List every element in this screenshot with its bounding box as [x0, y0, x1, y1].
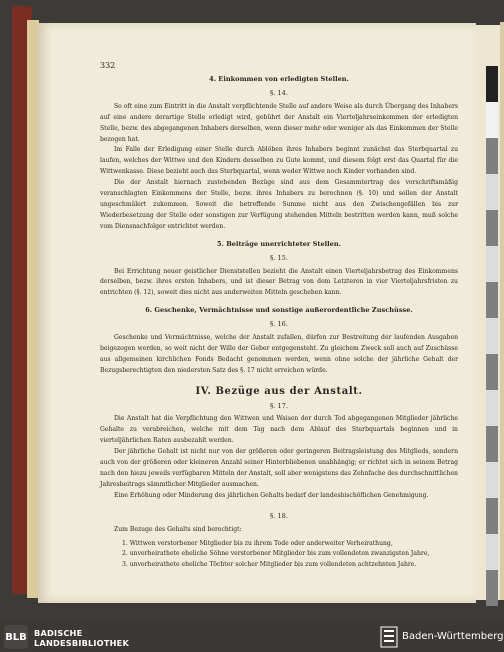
section-heading: 5. Beiträge unerrichteter Stellen. — [217, 239, 341, 248]
section-heading: 4. Einkommen von erledigten Stellen. — [209, 75, 349, 83]
text-paragraph: Die Anstalt hat die Verpflichtung den Wittwen und Waisen der durch Tod abgegangenen Mitglieder jährliche Gehalte zu verabreichen, welche mit dem Tag nach dem Ablauf des Sterbquartals beginnen und in vierteljährlichen Raten ausbezahlt werden. — [100, 415, 458, 445]
paragraph-number: §. 14. — [270, 88, 288, 97]
text-paragraph: Bei Errichtung neuer geistlicher Dienststellen bezieht die Anstalt einen Vierteljahrsbetrag des Einkommens derselben, bezw. ihres ersten Inhabers, und ist dieser Betrag von dem Letzteren in vier Vierteljahrsfristen zu entrichten (§. 12), soweit dies nicht aus anderweiten Mitteln geschehen kann. — [100, 267, 458, 297]
paragraph-number: §. 17. — [270, 401, 288, 410]
text-paragraph: Eine Erhöhung oder Minderung des jährlichen Gehalts bedarf der landesbischöflichen Genehmigung. — [114, 491, 429, 499]
page-text — [100, 62, 458, 571]
library-name[interactable]: BADISCHE LANDESBIBLIOTHEK — [34, 628, 130, 648]
text-paragraph: Geschenke und Vermächtnisse, welche der Anstalt zufallen, dürfen zur Bestreitung der laufenden Ausgaben beigezogen werden, so weit nicht der Wille der Geber entgegensteht. Zu gleichem Zweck soll auch auf Zuschüsse aus allgemeinen kirchlichen Fonds Bedacht genommen werden, wenn ohne solche der jährliche Gehalt der Bezugsberechtigten den niedersten Satz des §. 17 nicht erreichen würde. — [100, 334, 458, 374]
text-paragraph: So oft eine zum Eintritt in die Anstalt verpflichtende Stelle auf andere Weise als durch Übergang des Inhabers auf eine andere derartige Stelle erledigt wird, gebührt der Anstalt ein Vierteljahrseinkommen der erledigten Stelle, bezw. des abgegangenen Inhabers derselben, wenn dieser mehr oder weniger als das Einkommen der Stelle bezogen hat. — [100, 102, 458, 143]
page-number: 332 — [100, 61, 116, 70]
blb-logo[interactable]: BLB — [4, 625, 28, 649]
viewer-footer — [0, 621, 504, 652]
paragraph-number: §. 18. — [270, 511, 288, 520]
state-name[interactable]: Baden-Württemberg — [402, 631, 504, 642]
paragraph-number: §. 15. — [270, 253, 288, 262]
list-lead: Zum Bezuge des Gehalts sind berechtigt: — [114, 525, 242, 533]
text-paragraph: Der jährliche Gehalt ist nicht nur von der größeren oder geringeren Beitragsleistung des Mitglieds, sondern auch von der größeren oder kleineren Anzahl seiner Hinterbliebenen unabhängig; er richtet sich in seinem Betrag nach den hiezu jeweils verfügbaren Mitteln der Anstalt, soll aber wenigstens das Zehnfache des durchschnittlichen Jahresbeitrags sämmtlicher Mitglieder ausmachen. — [100, 448, 458, 488]
paragraph-number: §. 16. — [270, 320, 288, 329]
lion-crest-icon — [380, 626, 398, 648]
list-item: 1. Wittwen verstorbener Mitglieder bis zu ihrem Tode oder anderweiter Verheirathung, — [122, 539, 393, 547]
list-item: 2. unverheirathete eheliche Söhne verstorbener Mitglieder bis zum vollendeten zwanzigsten Jahre, — [122, 550, 430, 558]
section-heading: 6. Geschenke, Vermächtnisse und sonstige außerordentliche Zuschüsse. — [145, 306, 413, 315]
chapter-heading: IV. Bezüge aus der Anstalt. — [195, 385, 363, 397]
text-paragraph: Im Falle der Erledigung einer Stelle durch Ablöben ihres Inhabers beginnt zunächst das Sterbquartal zu laufen, welches der Wittwe und den Kindern desselben zu Gute kommt, und diesem folgt erst das Quartal für die Wittwenkasse. Diese bezieht auch das Sterbquartal, wenn weder Wittwe noch Kinder vorhanden sind. — [100, 146, 458, 176]
text-paragraph: Die der Anstalt hiernach zustehenden Bezüge sind aus dem Gesammtertrag des vorschriftsmäßig veranschlagten Einkommens der Stelle, bezw. ihres Inhabers zu berechnen (§. 10) und sollen der Anstalt ungeschmälert zukommen. Soweit die betreffende Summe nicht aus den Zwischengefällen bis zur Wiederbesetzung der Stelle oder sonstigen zur Verfügung stehenden Mitteln bestritten werden kann, muß solche vom Diensnachfolger entrichtet werden. — [100, 179, 458, 230]
color-calibration-strip — [486, 66, 498, 606]
page-edges-right — [500, 22, 504, 600]
entitlement-list — [100, 539, 458, 572]
list-item: 3. unverheirathete eheliche Töchter solcher Mitglieder bis zum vollendeten achtzehnten Jahre. — [122, 561, 417, 569]
